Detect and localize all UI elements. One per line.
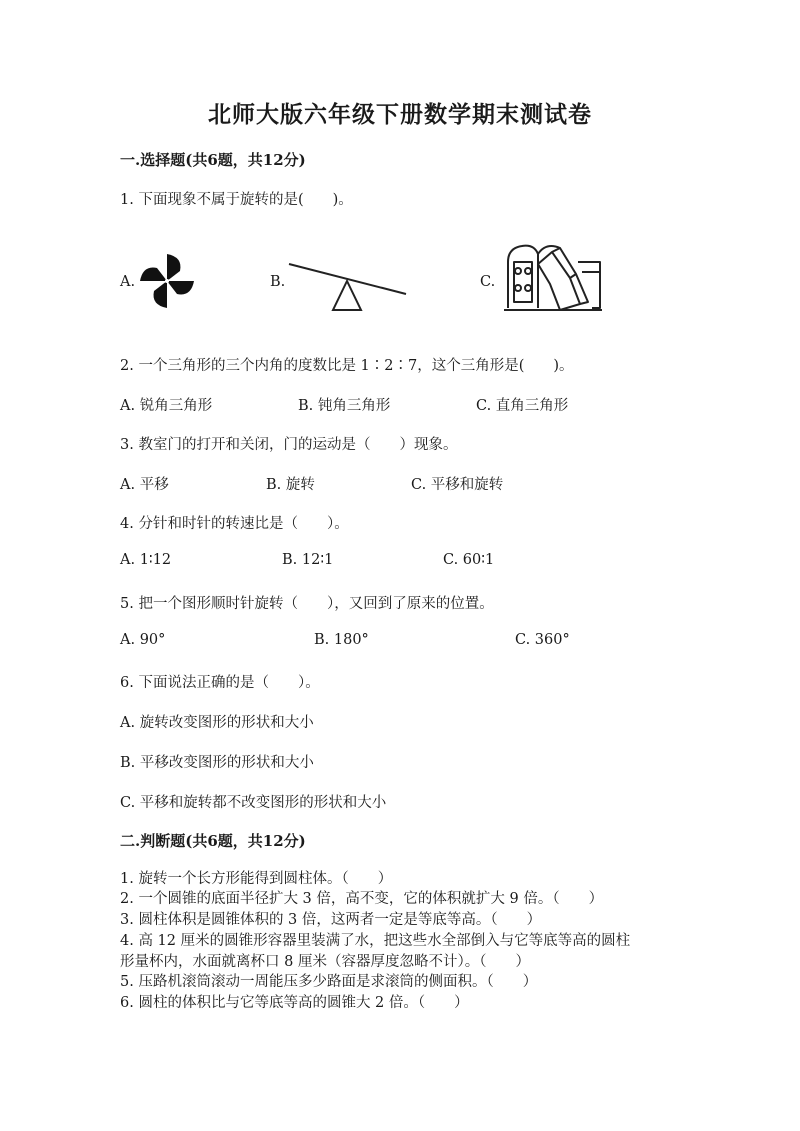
option-a[interactable]: A. 90°: [120, 632, 166, 648]
option-c[interactable]: C. 平移和旋转: [411, 477, 504, 493]
section-heading-choice: 一.选择题(共6题，共12分): [120, 151, 306, 169]
question-1: 1. 下面现象不属于旋转的是( )。: [120, 192, 353, 208]
question-5: 5. 把一个图形顺时针旋转（ ），又回到了原来的位置。: [120, 596, 494, 612]
section-heading-judgement: 二.判断题(共6题，共12分): [120, 832, 306, 850]
option-b[interactable]: B. 12∶1: [282, 552, 334, 568]
option-a[interactable]: A. 旋转改变图形的形状和大小: [120, 715, 314, 731]
judgement-item-6: 6. 圆柱的体积比与它等底等高的圆锥大 2 倍。（ ）: [120, 995, 469, 1011]
option-b[interactable]: B. 钝角三角形: [298, 398, 391, 414]
judgement-item-1: 1. 旋转一个长方形能得到圆柱体。（ ）: [120, 871, 393, 887]
option-a[interactable]: A. 平移: [120, 477, 169, 493]
option-label[interactable]: B.: [270, 274, 286, 290]
question-2: 2. 一个三角形的三个内角的度数比是 1∶2∶7，这个三角形是( )。: [120, 358, 574, 374]
judgement-item-3: 3. 圆柱体积是圆锥体积的 3 倍，这两者一定是等底等高。（ ）: [120, 912, 542, 928]
option-c[interactable]: C. 直角三角形: [476, 398, 569, 414]
page-title: 北师大版六年级下册数学期末测试卷: [208, 101, 592, 128]
option-b[interactable]: B. 平移改变图形的形状和大小: [120, 755, 314, 771]
question-6: 6. 下面说法正确的是（ ）。: [120, 675, 320, 691]
judgement-item-4: 4. 高 12 厘米的圆锥形容器里装满了水，把这些水全部倒入与它等底等高的圆柱: [120, 933, 631, 949]
option-label[interactable]: A.: [120, 274, 136, 290]
option-c[interactable]: C. 60∶1: [443, 552, 495, 568]
option-c[interactable]: C. 360°: [515, 632, 570, 648]
option-label[interactable]: C.: [480, 274, 496, 290]
question-4: 4. 分针和时针的转速比是（ ）。: [120, 516, 349, 532]
judgement-item-4-continued: 形量杯内，水面就离杯口 8 厘米（容器厚度忽略不计）。（ ）: [120, 954, 530, 970]
question-3: 3. 教室门的打开和关闭，门的运动是（ ）现象。: [120, 437, 458, 453]
judgement-item-2: 2. 一个圆锥的底面半径扩大 3 倍，高不变，它的体积就扩大 9 倍。（ ）: [120, 891, 604, 907]
option-a[interactable]: A. 1∶12: [120, 552, 172, 568]
judgement-item-5: 5. 压路机滚筒滚动一周能压多少路面是求滚筒的侧面积。（ ）: [120, 974, 538, 990]
slide-icon: [500, 238, 604, 316]
option-b[interactable]: B. 旋转: [266, 477, 315, 493]
option-b[interactable]: B. 180°: [314, 632, 369, 648]
seesaw-icon: [285, 258, 410, 314]
option-a[interactable]: A. 锐角三角形: [120, 398, 213, 414]
option-c[interactable]: C. 平移和旋转都不改变图形的形状和大小: [120, 795, 387, 811]
pinwheel-icon: [138, 252, 196, 310]
